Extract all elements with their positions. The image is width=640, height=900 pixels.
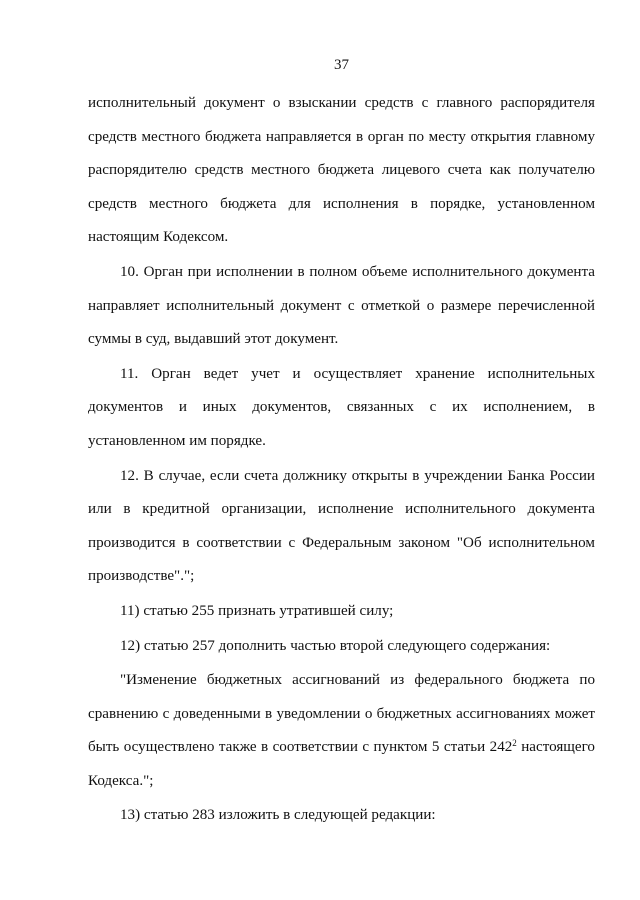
article-superscript: 2 <box>512 738 517 749</box>
amendment-item-11: 11) статью 255 признать утратившей силу; <box>120 602 394 619</box>
page-number: 37 <box>334 57 349 73</box>
paragraph-item-11: 11. Орган ведет учет и осуществляет хранение исполнительных документов и иных документов, связанных с их исполнением, в установленном им порядке. <box>88 365 595 449</box>
paragraph-item-10: 10. Орган при исполнении в полном объеме исполнительного документа направляет исполнительный документ с отметкой о размере перечисленной суммы в суд, выдавший этот документ. <box>88 263 595 348</box>
paragraph-continuation: исполнительный документ о взыскании средств с главного распорядителя средств местного бюджета направляется в орган по месту открытия главному распорядителю средств местного бюджета лицевого счета как получателю средств местного бюджета для исполнения в порядке, установленном настоящим Кодексом. <box>88 95 595 246</box>
amendment-item-12: 12) статью 257 дополнить частью второй следующего содержания: <box>120 637 551 654</box>
quoted-text-main: "Изменение бюджетных ассигнований из федерального бюджета по сравнению с доведенными в уведомлении о бюджетных ассигнованиях может быть осуществлено также в соответствии с пунктом 5 статьи 242 <box>88 672 595 756</box>
amendment-item-13: 13) статью 283 изложить в следующей редакции: <box>120 807 436 824</box>
document-body <box>88 87 595 833</box>
quoted-text <box>88 664 595 798</box>
quoted-text-end: настоящего Кодекса."; <box>88 739 595 789</box>
paragraph-item-12: 12. В случае, если счета должнику открыты в учреждении Банка России или в кредитной организации, исполнение исполнительного документа производится в соответствии с Федеральным законом "Об исполнительном производстве"."; <box>88 467 595 585</box>
